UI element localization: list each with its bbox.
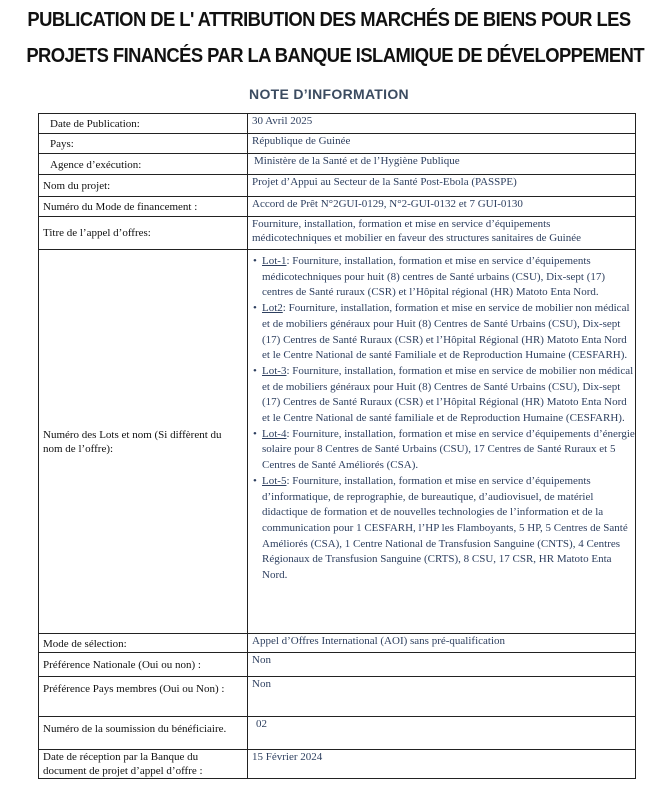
- label-projet: Nom du projet:: [39, 175, 248, 197]
- label-selection: Mode de sélection:: [39, 634, 248, 653]
- lot-name: Lot-1: [262, 255, 287, 267]
- row-lots: [39, 250, 636, 634]
- lot-description: Fourniture, installation, formation et mise en service de mobilier non médical et de mobiliers généraux pour Huit (8) Centres de Santé Urbains (CSU), Dix-sept (17) Centres de Santé Ruraux (CSR) et l’Hôpital Régional (HR) Matoto Enta Nord et le Centre National de santé familiale et de Reproduction Humaine (CESFARH).: [262, 364, 634, 425]
- section-subtitle: NOTE D’INFORMATION: [249, 86, 409, 102]
- list-item: • Lot-5: Fourniture, installation, formation et mise en service d’équipements d’informatique, de reprographie, de bureautique, d’audiovisuel, de matériel didactique de formation et de nouvelles technologies de l’information et de la communication pour 1 CESFARH, l’HP les Flamboyants, 5 HP, 5 Centres de Santé Améliorés (CSA), 1 Centre National de Transfusion Sanguine (CNTS), 4 Centres Régionaux de Transfusion Sanguine (CRTS), 8 CSU, 17 CSR, HR Matoto Enta Nord.: [262, 474, 635, 584]
- list-item: • Lot-1: Fourniture, installation, formation et mise en service d’équipements médicotechniques pour huit (8) centres de Santé urbains (CSU), Dix-sept (17) centres de Santé ruraux (CSR) et l’Hôpital régional (HR) Matoto Enta Nord.: [262, 254, 635, 301]
- row-pref-nat: [39, 653, 636, 677]
- value-selection: Appel d’Offres International (AOI) sans pré-qualification: [248, 634, 636, 653]
- list-item: • Lot-4: Fourniture, installation, formation et mise en service d’équipements d’énergie solaire pour 8 Centres de Santé Urbains (CSU), 17 Centres de Santé Ruraux et 5 Centres de Santé Améliorés (CSA).: [262, 427, 635, 474]
- label-appel: Titre de l’appel d’offres:: [39, 217, 248, 250]
- lot-description: Fourniture, installation, formation et mise en service de mobilier non médical et de mobiliers généraux pour Huit (8) Centres de Santé Urbains (CSU), Dix-sept (17) Centres de Santé Ruraux (CSR) et l’Hôpital Régional (HR) Matoto Enta Nord et le Centre National de santé Familiale et de Reproduction Humaine (CESFARH).: [262, 302, 630, 362]
- row-reception: [39, 750, 636, 779]
- label-agence: Agence d’exécution:: [39, 154, 248, 175]
- lot-name: Lot-4: [262, 427, 287, 440]
- value-lots: [248, 250, 636, 634]
- row-appel: [39, 217, 636, 250]
- row-projet: [39, 175, 636, 197]
- lot-name: Lot-3: [262, 364, 287, 377]
- label-pref-pays: Préférence Pays membres (Oui ou Non) :: [39, 677, 248, 717]
- document-title-line-2: PROJETS FINANCÉS PAR LA BANQUE ISLAMIQUE DE DÉVELOPPEMENT: [26, 45, 645, 67]
- value-pref-nat: Non: [248, 653, 636, 677]
- label-soumission: Numéro de la soumission du bénéficiaire.: [39, 717, 248, 750]
- information-table: [38, 113, 636, 779]
- row-soumission: [39, 717, 636, 750]
- row-pref-pays: [39, 677, 636, 717]
- value-agence: Ministère de la Santé et de l’Hygiène Publique: [248, 154, 636, 175]
- row-agence: [39, 154, 636, 175]
- lot-name: Lot-5: [262, 474, 287, 487]
- document-title-line-1: PUBLICATION DE L' ATTRIBUTION DES MARCHÉS DE BIENS POUR LES: [27, 9, 631, 31]
- list-item: • Lot-3: Fourniture, installation, formation et mise en service de mobilier non médical et de mobiliers généraux pour Huit (8) Centres de Santé Urbains (CSU), Dix-sept (17) Centres de Santé Ruraux (CSR) et l’Hôpital Régional (HR) Matoto Enta Nord et le Centre National de santé familiale et de Reproduction Humaine (CESFARH).: [262, 364, 635, 427]
- lot-name: Lot2: [262, 302, 283, 315]
- lots-list: [252, 254, 635, 584]
- lot-description: Fourniture, installation, formation et mise en service d’équipements d’informatique, de reprographie, de bureautique, d’audiovisuel, de matériel didactique de formation et de nouvelles technologies de l’information et de la communication pour 1 CESFARH, l’HP les Flamboyants, 5 HP, 5 Centres de Santé Améliorés (CSA), 1 Centre National de Transfusion Sanguine (CNTS), 4 Centres Régionaux de Transfusion Sanguine (CRTS), 8 CSU, 17 CSR, HR Matoto Enta Nord.: [262, 474, 628, 582]
- value-reception: 15 Février 2024: [248, 750, 636, 779]
- value-date-publication: 30 Avril 2025: [248, 114, 636, 134]
- value-appel: Fourniture, installation, formation et mise en service d’équipements médicotechniques et mobilier en faveur des structures sanitaires de Guinée: [248, 217, 636, 250]
- row-date-publication: [39, 114, 636, 134]
- row-selection: [39, 634, 636, 653]
- row-pays: [39, 134, 636, 154]
- value-soumission: 02: [248, 717, 636, 750]
- label-financement: Numéro du Mode de financement :: [39, 197, 248, 217]
- list-item: • Lot2: Fourniture, installation, formation et mise en service de mobilier non médical et de mobiliers généraux pour Huit (8) Centres de Santé Urbains (CSU), Dix-sept (17) Centres de Santé Ruraux (CSR) et l’Hôpital Régional (HR) Matoto Enta Nord et le Centre National de santé Familiale et de Reproduction Humaine (CESFARH).: [262, 301, 635, 364]
- value-pref-pays: Non: [248, 677, 636, 717]
- lot-description: Fourniture, installation, formation et mise en service d’équipements d’énergie solaire pour 8 Centres de Santé Urbains (CSU), 17 Centres de Santé Ruraux et 5 Centres de Santé Améliorés (CSA).: [262, 427, 635, 472]
- value-financement: Accord de Prêt N°2GUI-0129, N°2-GUI-0132 et 7 GUI-0130: [248, 197, 636, 217]
- label-date-publication: Date de Publication:: [39, 114, 248, 134]
- label-lots: Numéro des Lots et nom (Si diffèrent du nom de l’offre):: [39, 250, 248, 634]
- lot-description: Fourniture, installation, formation et mise en service d’équipements médicotechniques pour huit (8) centres de Santé urbains (CSU), Dix-sept (17) centres de Santé ruraux (CSR) et l’Hôpital régional (HR) Matoto Enta Nord.: [262, 255, 606, 299]
- label-reception: Date de réception par la Banque du document de projet d’appel d’offre :: [39, 750, 248, 779]
- label-pays: Pays:: [39, 134, 248, 154]
- row-financement: [39, 197, 636, 217]
- value-pays: République de Guinée: [248, 134, 636, 154]
- value-projet: Projet d’Appui au Secteur de la Santé Post-Ebola (PASSPE): [248, 175, 636, 197]
- label-pref-nat: Préférence Nationale (Oui ou non) :: [39, 653, 248, 677]
